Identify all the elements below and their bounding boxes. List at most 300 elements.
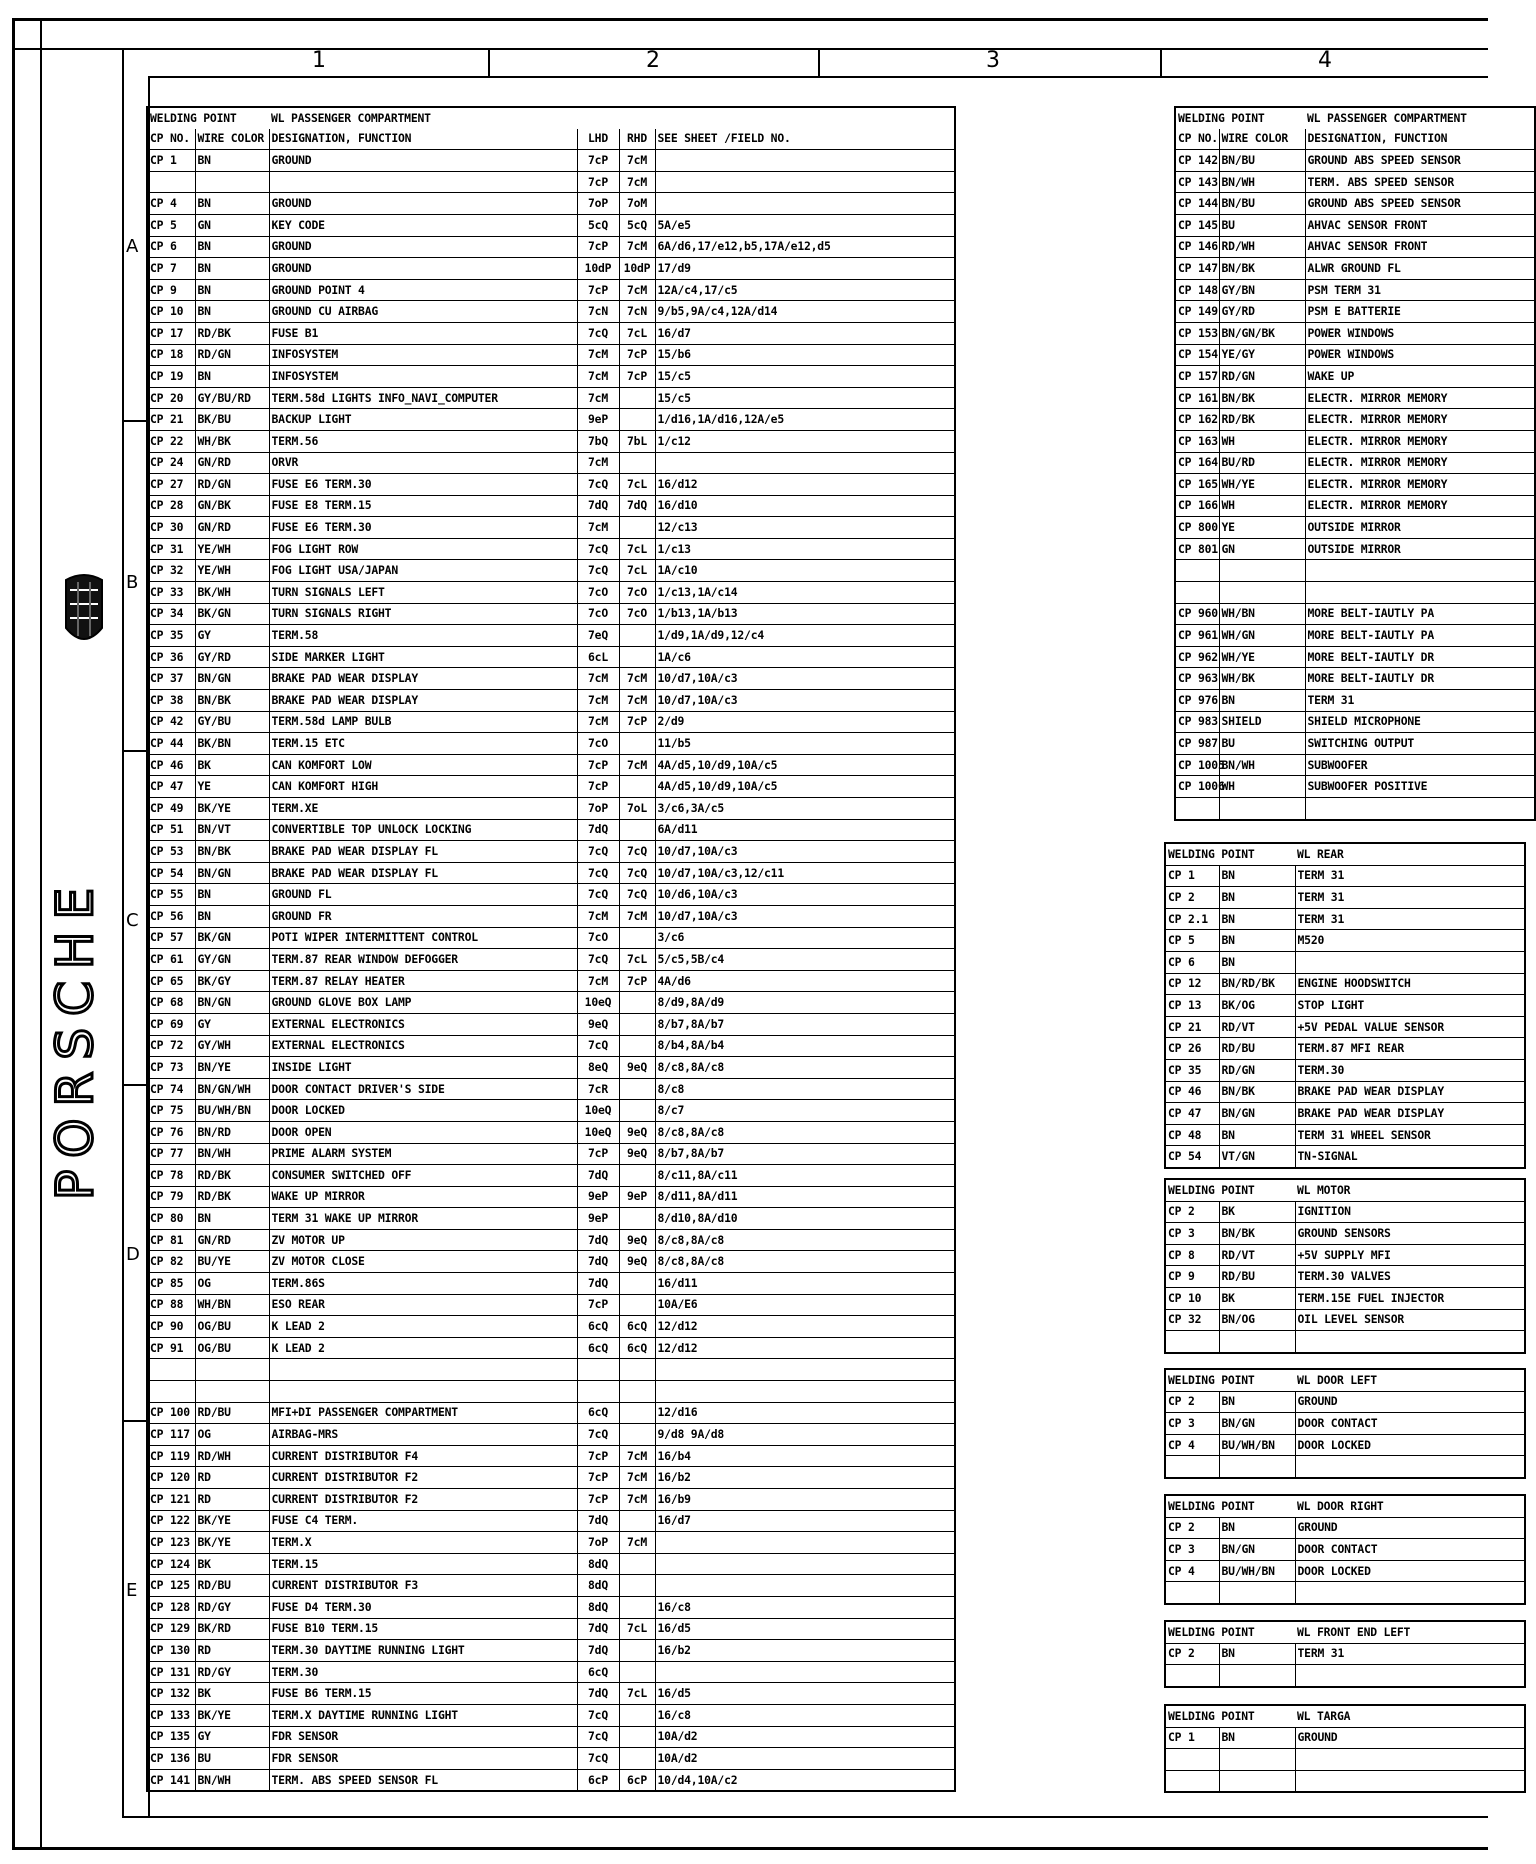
cp-no-cell: CP 12 xyxy=(1165,973,1219,995)
see-sheet-cell: 16/b9 xyxy=(655,1489,955,1511)
designation-cell: CURRENT DISTRIBUTOR F2 xyxy=(269,1489,577,1511)
designation-cell: TERM.58d LAMP BULB xyxy=(269,711,577,733)
rhd-cell: 7cP xyxy=(619,711,655,733)
header-cp-no: CP NO. xyxy=(1175,129,1219,150)
table-row xyxy=(1165,1539,1525,1561)
cp-no-cell: CP 19 xyxy=(147,366,195,388)
table-row xyxy=(1165,1560,1525,1582)
wire-color-cell: GY/RD xyxy=(195,646,269,668)
wire-color-cell: BN/GN xyxy=(195,862,269,884)
designation-cell: FUSE E6 TERM.30 xyxy=(269,517,577,539)
cp-no-cell: CP 166 xyxy=(1175,495,1219,517)
designation-cell: ORVR xyxy=(269,452,577,474)
cp-no-cell: CP 157 xyxy=(1175,366,1219,388)
see-sheet-cell: 16/d12 xyxy=(655,474,955,496)
designation-cell: CONSUMER SWITCHED OFF xyxy=(269,1165,577,1187)
wire-color-cell: BN/GN xyxy=(1219,1539,1295,1561)
wire-color-cell: BN xyxy=(195,366,269,388)
table-row xyxy=(1165,1643,1525,1665)
rhd-cell: 7dQ xyxy=(619,495,655,517)
wire-color-cell: RD/BU xyxy=(1219,1038,1295,1060)
wire-color-cell: RD/WH xyxy=(1219,236,1305,258)
header-welding-point: WELDING POINT xyxy=(1165,1705,1295,1727)
wire-color-cell: BK/YE xyxy=(195,798,269,820)
see-sheet-cell xyxy=(655,1553,955,1575)
rhd-cell: 7cL xyxy=(619,949,655,971)
rhd-cell: 7cP xyxy=(619,970,655,992)
designation-cell: ELECTR. MIRROR MEMORY xyxy=(1305,495,1535,517)
see-sheet-cell: 16/d7 xyxy=(655,322,955,344)
wire-color-cell: BK xyxy=(195,1553,269,1575)
rhd-cell xyxy=(619,1359,655,1381)
designation-cell: TERM. ABS SPEED SENSOR xyxy=(1305,171,1535,193)
lhd-cell: 6cL xyxy=(577,646,619,668)
lhd-cell: 6cQ xyxy=(577,1316,619,1338)
cp-no-cell: CP 53 xyxy=(147,841,195,863)
cp-no-cell: CP 9 xyxy=(147,279,195,301)
see-sheet-cell: 10/d6,10A/c3 xyxy=(655,884,955,906)
see-sheet-cell: 10/d7,10A/c3,12/c11 xyxy=(655,862,955,884)
header-welding-point: WELDING POINT xyxy=(147,107,269,129)
designation-cell xyxy=(1305,582,1535,604)
wire-color-cell xyxy=(1219,560,1305,582)
see-sheet-cell: 15/c5 xyxy=(655,366,955,388)
see-sheet-cell: 5A/e5 xyxy=(655,214,955,236)
designation-cell: GROUND CU AIRBAG xyxy=(269,301,577,323)
wire-color-cell: WH/BK xyxy=(1219,668,1305,690)
wire-color-cell: GY xyxy=(195,1726,269,1748)
see-sheet-cell xyxy=(655,193,955,215)
see-sheet-cell: 1/d9,1A/d9,12/c4 xyxy=(655,625,955,647)
lhd-cell: 7cQ xyxy=(577,560,619,582)
row-letter: E xyxy=(126,1580,138,1601)
cp-no-cell: CP 75 xyxy=(147,1100,195,1122)
table-row xyxy=(147,776,955,798)
lhd-cell: 7cR xyxy=(577,1078,619,1100)
lhd-cell: 6cQ xyxy=(577,1402,619,1424)
wire-color-cell: BU/WH/BN xyxy=(1219,1434,1295,1456)
table-row xyxy=(1165,1770,1525,1792)
table-row xyxy=(1175,366,1535,388)
lhd-cell: 7cP xyxy=(577,754,619,776)
cp-no-cell xyxy=(1165,1770,1219,1792)
wire-color-cell: WH/GN xyxy=(1219,625,1305,647)
designation-cell: FOG LIGHT ROW xyxy=(269,538,577,560)
wire-color-cell: WH/BK xyxy=(195,430,269,452)
table-row xyxy=(1175,258,1535,280)
designation-cell: SUBWOOFER xyxy=(1305,754,1535,776)
designation-cell: INSIDE LIGHT xyxy=(269,1057,577,1079)
rhd-cell: 7cP xyxy=(619,366,655,388)
designation-cell: TERM.30 DAYTIME RUNNING LIGHT xyxy=(269,1640,577,1662)
table-row xyxy=(147,430,955,452)
rhd-cell: 9eP xyxy=(619,1186,655,1208)
see-sheet-cell: 10A/E6 xyxy=(655,1294,955,1316)
wire-color-cell: GN xyxy=(1219,538,1305,560)
cp-no-cell: CP 100 xyxy=(147,1402,195,1424)
lhd-cell: 7cO xyxy=(577,582,619,604)
header-welding-point: WELDING POINT xyxy=(1175,107,1305,129)
see-sheet-cell: 12/d16 xyxy=(655,1402,955,1424)
cp-no-cell: CP 4 xyxy=(1165,1434,1219,1456)
lhd-cell: 7cQ xyxy=(577,1704,619,1726)
designation-cell: FUSE B10 TERM.15 xyxy=(269,1618,577,1640)
cp-no-cell xyxy=(1165,1665,1219,1687)
see-sheet-cell: 8/c11,8A/c11 xyxy=(655,1165,955,1187)
wire-color-cell: RD xyxy=(195,1467,269,1489)
lhd-cell: 7cQ xyxy=(577,862,619,884)
table-row xyxy=(1175,582,1535,604)
wire-color-cell: BN/BU xyxy=(1219,193,1305,215)
cp-no-cell: CP 48 xyxy=(1165,1124,1219,1146)
wire-color-cell: RD/VT xyxy=(1219,1244,1295,1266)
table-row xyxy=(1165,1266,1525,1288)
designation-cell: GROUND xyxy=(269,193,577,215)
table-row xyxy=(147,754,955,776)
wire-color-cell xyxy=(195,1381,269,1403)
rhd-cell xyxy=(619,1294,655,1316)
table-row xyxy=(1175,322,1535,344)
see-sheet-cell xyxy=(655,1359,955,1381)
designation-cell xyxy=(1305,560,1535,582)
rhd-cell: 7cL xyxy=(619,322,655,344)
header-welding-point: WELDING POINT xyxy=(1165,1495,1295,1517)
table-row xyxy=(147,366,955,388)
header-wire-color: WIRE COLOR xyxy=(195,129,269,150)
wire-color-cell: BK/BU xyxy=(195,409,269,431)
cp-no-cell: CP 144 xyxy=(1175,193,1219,215)
table-row xyxy=(1175,214,1535,236)
table-row xyxy=(147,711,955,733)
welding-point-table-passenger xyxy=(146,106,956,1792)
lhd-cell: 7dQ xyxy=(577,1273,619,1295)
designation-cell: TN-SIGNAL xyxy=(1295,1146,1525,1168)
table-row xyxy=(147,301,955,323)
cp-no-cell: CP 32 xyxy=(1165,1309,1219,1331)
lhd-cell: 5cQ xyxy=(577,214,619,236)
see-sheet-cell: 8/c8,8A/c8 xyxy=(655,1121,955,1143)
see-sheet-cell: 1/d16,1A/d16,12A/e5 xyxy=(655,409,955,431)
column-number: 1 xyxy=(312,48,326,73)
rhd-cell xyxy=(619,1575,655,1597)
see-sheet-cell xyxy=(655,1575,955,1597)
lhd-cell: 7cN xyxy=(577,301,619,323)
rhd-cell: 7cO xyxy=(619,582,655,604)
cp-no-cell: CP 18 xyxy=(147,344,195,366)
table-row xyxy=(1165,1146,1525,1168)
table-row xyxy=(1165,1582,1525,1604)
designation-cell: TERM 31 WHEEL SENSOR xyxy=(1295,1124,1525,1146)
rhd-cell: 7cM xyxy=(619,279,655,301)
designation-cell: TERM. ABS SPEED SENSOR FL xyxy=(269,1769,577,1791)
wire-color-cell: RD/GN xyxy=(195,474,269,496)
see-sheet-cell xyxy=(655,150,955,172)
wire-color-cell: RD/BU xyxy=(195,1402,269,1424)
table-row xyxy=(147,387,955,409)
wire-color-cell: RD/BU xyxy=(1219,1266,1295,1288)
see-sheet-cell: 16/b2 xyxy=(655,1640,955,1662)
lhd-cell: 7cM xyxy=(577,711,619,733)
cp-no-cell: CP 122 xyxy=(147,1510,195,1532)
designation-cell: BRAKE PAD WEAR DISPLAY xyxy=(1295,1081,1525,1103)
lhd-cell: 7cM xyxy=(577,452,619,474)
see-sheet-cell: 9/b5,9A/c4,12A/d14 xyxy=(655,301,955,323)
table-row xyxy=(1175,236,1535,258)
wire-color-cell: BN/BK xyxy=(1219,387,1305,409)
table-row xyxy=(147,150,955,172)
cp-no-cell: CP 129 xyxy=(147,1618,195,1640)
lhd-cell: 7cP xyxy=(577,1489,619,1511)
wire-color-cell xyxy=(1219,1749,1295,1771)
cp-no-cell xyxy=(1165,1749,1219,1771)
table-row xyxy=(1165,1517,1525,1539)
wire-color-cell: BU/RD xyxy=(1219,452,1305,474)
welding-point-table-passenger-cont xyxy=(1174,106,1536,821)
table-row xyxy=(1175,798,1535,820)
cp-no-cell: CP 42 xyxy=(147,711,195,733)
designation-cell: WAKE UP MIRROR xyxy=(269,1186,577,1208)
rhd-cell xyxy=(619,992,655,1014)
wire-color-cell: YE/WH xyxy=(195,538,269,560)
table-row xyxy=(147,279,955,301)
rhd-cell xyxy=(619,1553,655,1575)
rhd-cell xyxy=(619,1013,655,1035)
designation-cell: DOOR LOCKED xyxy=(1295,1434,1525,1456)
designation-cell: TERM 31 xyxy=(1295,865,1525,887)
table-row xyxy=(147,1683,955,1705)
rhd-cell: 7cM xyxy=(619,171,655,193)
cp-no-cell: CP 68 xyxy=(147,992,195,1014)
designation-cell: TERM 31 xyxy=(1295,1643,1525,1665)
see-sheet-cell: 10/d7,10A/c3 xyxy=(655,905,955,927)
header-table-title: WL FRONT END LEFT xyxy=(1295,1621,1525,1643)
cp-no-cell: CP 962 xyxy=(1175,646,1219,668)
cp-no-cell: CP 24 xyxy=(147,452,195,474)
header-cp-no: CP NO. xyxy=(147,129,195,150)
lhd-cell: 7eQ xyxy=(577,625,619,647)
right-tables-region xyxy=(1160,110,1488,1818)
wire-color-cell: BU xyxy=(195,1748,269,1770)
rhd-cell xyxy=(619,409,655,431)
wire-color-cell: BK/YE xyxy=(195,1532,269,1554)
table-row xyxy=(147,690,955,712)
table-row xyxy=(1165,973,1525,995)
cp-no-cell: CP 145 xyxy=(1175,214,1219,236)
see-sheet-cell: 8/d10,8A/d10 xyxy=(655,1208,955,1230)
wire-color-cell: SHIELD xyxy=(1219,711,1305,733)
designation-cell xyxy=(269,1359,577,1381)
wire-color-cell xyxy=(195,1359,269,1381)
wire-color-cell xyxy=(1219,1582,1295,1604)
cp-no-cell: CP 10 xyxy=(147,301,195,323)
lhd-cell: 7cM xyxy=(577,690,619,712)
rhd-cell xyxy=(619,1726,655,1748)
wire-color-cell: RD/BU xyxy=(195,1575,269,1597)
table-row xyxy=(147,1208,955,1230)
designation-cell: TERM.87 RELAY HEATER xyxy=(269,970,577,992)
cp-no-cell: CP 74 xyxy=(147,1078,195,1100)
cp-no-cell: CP 73 xyxy=(147,1057,195,1079)
designation-cell: DOOR LOCKED xyxy=(269,1100,577,1122)
header-table-title: WL TARGA xyxy=(1295,1705,1525,1727)
designation-cell: FDR SENSOR xyxy=(269,1726,577,1748)
designation-cell: SIDE MARKER LIGHT xyxy=(269,646,577,668)
cp-no-cell: CP 31 xyxy=(147,538,195,560)
lhd-cell: 7dQ xyxy=(577,1165,619,1187)
rhd-cell: 7cM xyxy=(619,754,655,776)
designation-cell: TERM 31 WAKE UP MIRROR xyxy=(269,1208,577,1230)
designation-cell: CAN KOMFORT HIGH xyxy=(269,776,577,798)
lhd-cell: 7oP xyxy=(577,798,619,820)
cp-no-cell: CP 4 xyxy=(147,193,195,215)
designation-cell: INFOSYSTEM xyxy=(269,366,577,388)
table-row xyxy=(147,1704,955,1726)
see-sheet-cell: 8/c7 xyxy=(655,1100,955,1122)
lhd-cell: 7cP xyxy=(577,171,619,193)
cp-no-cell: CP 133 xyxy=(147,1704,195,1726)
designation-cell xyxy=(1295,1456,1525,1478)
wire-color-cell: BK/GN xyxy=(195,927,269,949)
cp-no-cell: CP 147 xyxy=(1175,258,1219,280)
designation-cell: DOOR CONTACT xyxy=(1295,1413,1525,1435)
wire-color-cell: YE/GY xyxy=(1219,344,1305,366)
lhd-cell: 9eP xyxy=(577,409,619,431)
table-row xyxy=(1175,452,1535,474)
cp-no-cell: CP 3 xyxy=(1165,1413,1219,1435)
designation-cell: M520 xyxy=(1295,930,1525,952)
wire-color-cell: BN/BK xyxy=(195,841,269,863)
wire-color-cell: BU/YE xyxy=(195,1251,269,1273)
table-row xyxy=(147,582,955,604)
cp-no-cell: CP 4 xyxy=(1165,1560,1219,1582)
designation-cell: SUBWOOFER POSITIVE xyxy=(1305,776,1535,798)
table-row xyxy=(1175,279,1535,301)
designation-cell: CAN KOMFORT LOW xyxy=(269,754,577,776)
cp-no-cell: CP 30 xyxy=(147,517,195,539)
designation-cell: DOOR LOCKED xyxy=(1295,1560,1525,1582)
row-divider xyxy=(122,1420,148,1422)
see-sheet-cell: 12/d12 xyxy=(655,1337,955,1359)
rhd-cell: 7cM xyxy=(619,236,655,258)
table-row xyxy=(147,538,955,560)
table-row xyxy=(147,949,955,971)
cp-no-cell: CP 44 xyxy=(147,733,195,755)
see-sheet-cell: 16/d5 xyxy=(655,1683,955,1705)
wire-color-cell: RD/VT xyxy=(1219,1016,1295,1038)
rhd-cell: 7cL xyxy=(619,1683,655,1705)
table-row xyxy=(147,560,955,582)
table-row xyxy=(147,1078,955,1100)
lhd-cell: 7cP xyxy=(577,1445,619,1467)
table-row xyxy=(147,1424,955,1446)
rhd-cell xyxy=(619,452,655,474)
rhd-cell: 5cQ xyxy=(619,214,655,236)
designation-cell: POTI WIPER INTERMITTENT CONTROL xyxy=(269,927,577,949)
header-welding-point: WELDING POINT xyxy=(1165,1621,1295,1643)
rhd-cell xyxy=(619,776,655,798)
cp-no-cell: CP 61 xyxy=(147,949,195,971)
lhd-cell: 7cP xyxy=(577,776,619,798)
table-row xyxy=(147,1402,955,1424)
header-see-sheet: SEE SHEET /FIELD NO. xyxy=(655,129,955,150)
cp-no-cell: CP 8 xyxy=(1165,1244,1219,1266)
wire-color-cell: BN/BK xyxy=(195,690,269,712)
wire-color-cell: BN xyxy=(1219,1727,1295,1749)
table-row xyxy=(147,1381,955,1403)
wire-color-cell: RD/GN xyxy=(195,344,269,366)
cp-no-cell: CP 983 xyxy=(1175,711,1219,733)
lhd-cell: 7cM xyxy=(577,905,619,927)
cp-no-cell: CP 963 xyxy=(1175,668,1219,690)
cp-no-cell: CP 47 xyxy=(1165,1103,1219,1125)
designation-cell: GROUND xyxy=(269,150,577,172)
table-row xyxy=(1175,474,1535,496)
wire-color-cell: GN xyxy=(195,214,269,236)
designation-cell: GROUND xyxy=(269,258,577,280)
rhd-cell: 7cM xyxy=(619,1489,655,1511)
header-welding-point: WELDING POINT xyxy=(1165,1369,1295,1391)
cp-no-cell: CP 49 xyxy=(147,798,195,820)
welding-point-table-rear xyxy=(1164,842,1526,1169)
cp-no-cell: CP 142 xyxy=(1175,150,1219,172)
table-row xyxy=(147,1035,955,1057)
designation-cell: PSM TERM 31 xyxy=(1305,279,1535,301)
cp-no-cell: CP 85 xyxy=(147,1273,195,1295)
rhd-cell: 7cM xyxy=(619,690,655,712)
cp-no-cell: CP 121 xyxy=(147,1489,195,1511)
rhd-cell xyxy=(619,517,655,539)
rhd-cell: 7cM xyxy=(619,150,655,172)
cp-no-cell: CP 2 xyxy=(1165,1517,1219,1539)
cp-no-cell xyxy=(1175,798,1219,820)
designation-cell: INFOSYSTEM xyxy=(269,344,577,366)
designation-cell: ELECTR. MIRROR MEMORY xyxy=(1305,409,1535,431)
designation-cell: ZV MOTOR CLOSE xyxy=(269,1251,577,1273)
designation-cell: MORE BELT-IAUTLY DR xyxy=(1305,668,1535,690)
table-row xyxy=(147,905,955,927)
rhd-cell: 7bL xyxy=(619,430,655,452)
welding-point-table-front-end-left xyxy=(1164,1620,1526,1688)
designation-cell: TERM.30 VALVES xyxy=(1295,1266,1525,1288)
cp-no-cell: CP 13 xyxy=(1165,995,1219,1017)
lhd-cell: 6cQ xyxy=(577,1661,619,1683)
designation-cell: TERM.56 xyxy=(269,430,577,452)
header-wire-color: WIRE COLOR xyxy=(1219,129,1305,150)
table-row xyxy=(147,625,955,647)
see-sheet-cell: 2/d9 xyxy=(655,711,955,733)
wire-color-cell xyxy=(1219,1331,1295,1353)
see-sheet-cell xyxy=(655,1532,955,1554)
table-row xyxy=(147,603,955,625)
lhd-cell: 6cQ xyxy=(577,1337,619,1359)
wire-color-cell: WH/YE xyxy=(1219,474,1305,496)
see-sheet-cell: 16/d5 xyxy=(655,1618,955,1640)
cp-no-cell: CP 976 xyxy=(1175,690,1219,712)
designation-cell: KEY CODE xyxy=(269,214,577,236)
wire-color-cell: GY/BU xyxy=(195,711,269,733)
designation-cell: MFI+DI PASSENGER COMPARTMENT xyxy=(269,1402,577,1424)
wire-color-cell: BN xyxy=(195,884,269,906)
lhd-cell: 8dQ xyxy=(577,1575,619,1597)
cp-no-cell: CP 76 xyxy=(147,1121,195,1143)
table-row xyxy=(1165,1038,1525,1060)
wire-color-cell: RD/BK xyxy=(195,1165,269,1187)
designation-cell: GROUND xyxy=(1295,1727,1525,1749)
wire-color-cell: GY xyxy=(195,625,269,647)
rhd-cell: 9eQ xyxy=(619,1121,655,1143)
col-divider xyxy=(1160,48,1162,76)
lhd-cell: 7cQ xyxy=(577,322,619,344)
